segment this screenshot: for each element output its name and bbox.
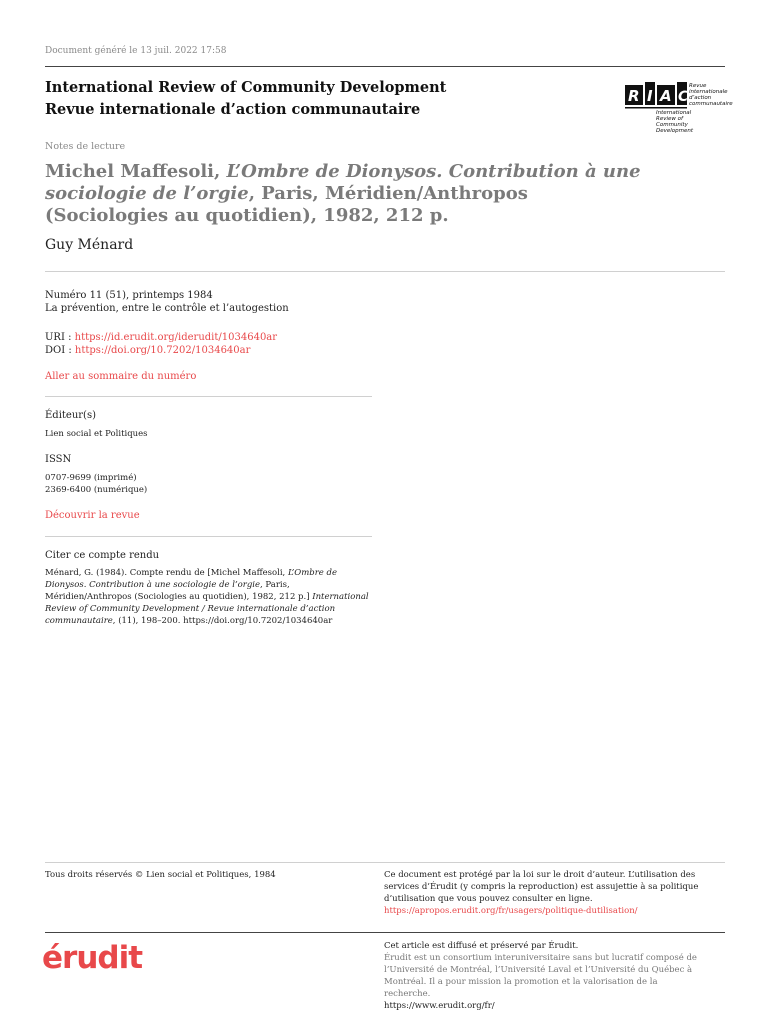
- citation-text: Ménard, G. (1984). Compte rendu de [Michel Maffesoli, L’Ombre de Dionysos. Contribution à une sociologie de l’orgie, Paris, Méridien/Anthropos (Sociologies au quotidien), 1982, 212 p.] International Review of Community Development / Revue internationale d’action communautaire, (11), 198–200. https://doi.org/10.7202/1034640ar: [45, 568, 369, 626]
- cite-heading: Citer ce compte rendu: [45, 550, 160, 561]
- uri-line: [45, 331, 277, 344]
- issue-rule: [45, 396, 372, 397]
- article-title: [45, 161, 645, 227]
- footer-rule-dark: [45, 932, 725, 933]
- journal-title-fr: Revue internationale d’action communautaire: [45, 101, 421, 118]
- article-author: Guy Ménard: [45, 237, 134, 253]
- section-label: Notes de lecture: [45, 141, 126, 152]
- issue-number: Numéro 11 (51), printemps 1984: [45, 290, 213, 301]
- publisher-rule: [45, 536, 372, 537]
- discover-journal-link[interactable]: Découvrir la revue: [45, 510, 140, 521]
- copyright-text: Ce document est protégé par la loi sur le droit d’auteur. L’utilisation des services d’Érudit (y compris la reproduction) est assujettie à sa politique d’utilisation que vous pouvez consulter en ligne.: [384, 870, 699, 904]
- footer-rule: [45, 862, 725, 863]
- riac-logo: [625, 82, 733, 142]
- erudit-logo-text: érudit: [42, 940, 143, 976]
- erudit-link[interactable]: https://www.erudit.org/fr/: [384, 1001, 495, 1011]
- uri-link[interactable]: https://id.erudit.org/iderudit/1034640ar: [74, 332, 278, 343]
- copyright-notice: [384, 869, 704, 917]
- doi-label: DOI :: [45, 345, 75, 356]
- issue-info: [45, 289, 289, 315]
- title-details: , Paris, Méridien/Anthropos (Sociologies au quotidien), 1982, 212 p.: [45, 183, 528, 226]
- publisher-name: Lien social et Politiques: [45, 429, 148, 439]
- issn-print: 0707-9699 (imprimé): [45, 473, 137, 483]
- table-of-contents-link[interactable]: Aller au sommaire du numéro: [45, 371, 197, 382]
- generation-date: Document généré le 13 juil. 2022 17:58: [45, 46, 227, 56]
- uri-label: URI :: [45, 332, 75, 343]
- rights-statement: Tous droits réservés © Lien social et Politiques, 1984: [45, 870, 276, 880]
- issn-online: 2369-6400 (numérique): [45, 485, 148, 495]
- issue-theme: La prévention, entre le contrôle et l’autogestion: [45, 303, 289, 314]
- title-work: L’Ombre de Dionysos. Contribution à une sociologie de l’orgie: [45, 161, 641, 204]
- consortium-description: Érudit est un consortium interuniversitaire sans but lucratif composé de l’Université de Montréal, l’Université Laval et l’Université du Québec à Montréal. Il a pour mission la promotion et la valorisation de la recherche.: [384, 953, 697, 999]
- identifiers: [45, 331, 277, 357]
- doi-line: [45, 344, 277, 357]
- svg-text:R: R: [628, 87, 640, 105]
- svg-text:C: C: [678, 89, 689, 105]
- title-rule: [45, 271, 725, 272]
- erudit-info: [384, 940, 704, 1012]
- policy-link[interactable]: https://apropos.erudit.org/fr/usagers/politique-dutilisation/: [384, 906, 638, 916]
- riac-logo-text-fr: Revue internationale d’action communautaire: [689, 83, 733, 107]
- title-author: Michel Maffesoli,: [45, 161, 227, 182]
- journal-title-en: International Review of Community Development: [45, 79, 447, 96]
- diffused-statement: Cet article est diffusé et préservé par Érudit.: [384, 941, 579, 951]
- header-rule: [45, 66, 725, 67]
- doi-link[interactable]: https://doi.org/10.7202/1034640ar: [74, 345, 251, 356]
- journal-title: [45, 77, 446, 121]
- svg-text:A: A: [660, 87, 672, 105]
- erudit-logo: [42, 938, 152, 978]
- svg-text:I: I: [647, 87, 653, 105]
- issn-heading: ISSN: [45, 454, 72, 465]
- riac-logo-text-en: International Review of Community Development: [656, 110, 694, 134]
- publisher-heading: Éditeur(s): [45, 410, 96, 421]
- issn-list: [45, 472, 147, 496]
